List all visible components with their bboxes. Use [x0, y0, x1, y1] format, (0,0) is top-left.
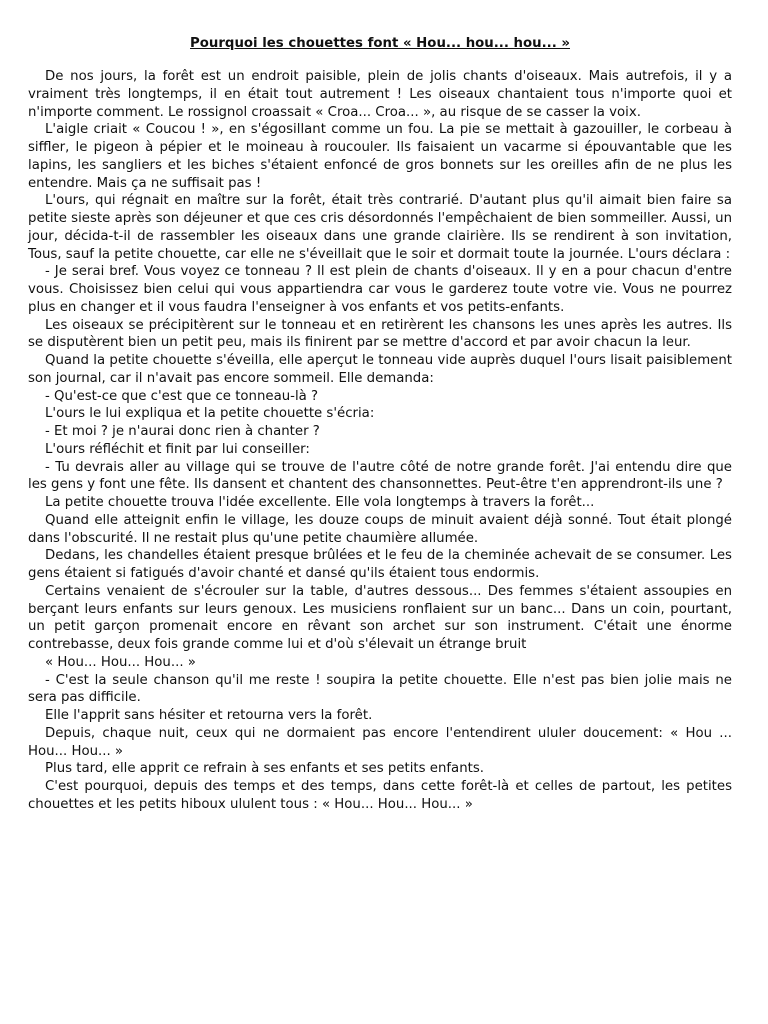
- paragraph: Dedans, les chandelles étaient presque brûlées et le feu de la cheminée achevait de se consumer. Les gens étaient si fatigués d'avoir chanté et dansé qu'ils étaient tous endormis.: [28, 548, 732, 581]
- paragraph: « Hou... Hou... Hou... »: [45, 654, 196, 670]
- paragraph: Elle l'apprit sans hésiter et retourna vers la forêt.: [45, 708, 373, 723]
- document-body: [28, 68, 732, 814]
- paragraph: L'aigle criait « Coucou ! », en s'égosillant comme un fou. La pie se mettait à gazouiller, le corbeau à siffler, le pigeon à pépier et le moineau à roucouler. Ils faisaient un vacarme si épouvantable que les lapins, les sangliers et les biches s'étaient enfoncé de gros bonnets sur les oreilles afin de ne plus les entendre. Mais ça ne suffisait pas !: [28, 122, 732, 191]
- paragraph: De nos jours, la forêt est un endroit paisible, plein de jolis chants d'oiseaux. Mais autrefois, il y a vraiment très longtemps, il en était tout autrement ! Les oiseaux chantaient tous n'importe quoi et n'importe comment. Le rossignol croassait « Croa... Croa... », au risque de se casser la voix.: [28, 69, 732, 120]
- document-page: [28, 34, 732, 814]
- paragraph: Quand la petite chouette s'éveilla, elle aperçut le tonneau vide auprès duquel l'ours lisait paisiblement son journal, car il n'avait pas encore sommeil. Elle demanda:: [28, 353, 732, 386]
- paragraph: - Et moi ? je n'aurai donc rien à chanter ?: [45, 424, 320, 439]
- paragraph: - Qu'est-ce que c'est que ce tonneau-là ?: [45, 388, 319, 404]
- paragraph: - Tu devrais aller au village qui se trouve de l'autre côté de notre grande forêt. J'ai entendu dire que les gens y font une fête. Ils dansent et chantent des chansonnettes. Peut-être t'en apprendront-ils une ?: [28, 459, 732, 493]
- paragraph: - C'est la seule chanson qu'il me reste ! soupira la petite chouette. Elle n'est pas bien jolie mais ne sera pas difficile.: [28, 672, 732, 706]
- paragraph: L'ours le lui expliqua et la petite chouette s'écria:: [45, 406, 375, 422]
- paragraph: Plus tard, elle apprit ce refrain à ses enfants et ses petits enfants.: [45, 761, 484, 777]
- paragraph: Les oiseaux se précipitèrent sur le tonneau et en retirèrent les chansons les unes après les autres. Ils se disputèrent bien un petit peu, mais ils finirent par se mettre d'accord et par avoir chacun la leur.: [28, 317, 732, 351]
- document-title: Pourquoi les chouettes font « Hou... hou... hou... »: [190, 36, 570, 51]
- paragraph: L'ours, qui régnait en maître sur la forêt, était très contrarié. D'autant plus qu'il aimait bien faire sa petite sieste après son déjeuner et que ces cris désordonnés l'empêchaient de bien sommeiller. Aussi, un jour, décida-t-il de rassembler les oiseaux dans une grande clairière. Ils se rendirent à son invitation, Tous, sauf la petite chouette, car elle ne s'éveillait que le soir et dormait toute la journée. L'ours déclara :: [28, 193, 732, 262]
- paragraph: C'est pourquoi, depuis des temps et des temps, dans cette forêt-là et celles de partout, les petites chouettes et les petits hiboux ululent tous : « Hou... Hou... Hou... »: [28, 779, 732, 812]
- paragraph: - Je serai bref. Vous voyez ce tonneau ? Il est plein de chants d'oiseaux. Il y en a pour chacun d'entre vous. Choisissez bien celui qui vous appartiendra car vous le garderez toute votre vie. Vous ne pourrez plus en changer et il vous faudra l'enseigner à vos enfants et vos petits-enfants.: [28, 264, 732, 315]
- paragraph: L'ours réfléchit et finit par lui conseiller:: [45, 441, 310, 457]
- paragraph: Quand elle atteignit enfin le village, les douze coups de minuit avaient déjà sonné. Tout était plongé dans l'obscurité. Il ne restait plus qu'une petite chaumière allumée.: [28, 512, 732, 546]
- paragraph: La petite chouette trouva l'idée excellente. Elle vola longtemps à travers la forêt...: [45, 495, 595, 510]
- paragraph: Certains venaient de s'écrouler sur la table, d'autres dessous... Des femmes s'étaient assoupies en berçant leurs enfants sur leurs genoux. Les musiciens ronflaient sur un banc... Dans un coin, pourtant, un petit garçon promenait encore en rêvant son archet sur son instrument. C'était une énorme contrebasse, deux fois grande comme lui et d'où s'élevait un étrange bruit: [28, 583, 732, 652]
- paragraph: Depuis, chaque nuit, ceux qui ne dormaient pas encore l'entendirent ululer doucement: « Hou ... Hou... Hou... »: [28, 725, 732, 759]
